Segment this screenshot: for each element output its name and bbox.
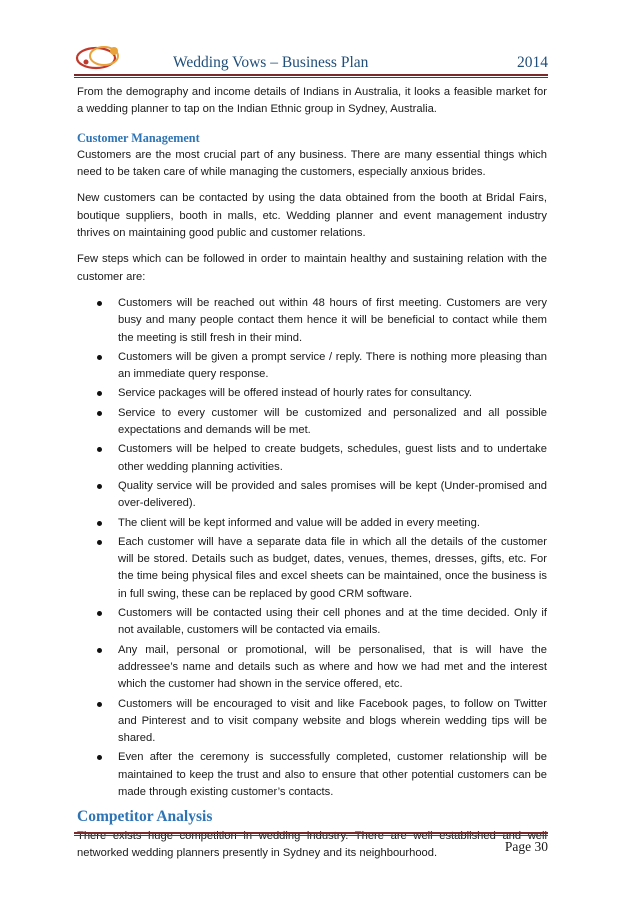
bullet-icon [97, 355, 102, 360]
customer-steps-list [77, 295, 547, 801]
list-item-text: Each customer will have a separate data file in which all the details of the customer will be stored. Details such as budget, dates, venues, themes, dresses, gifts, etc. For the time being physical files and excel sheets can be maintained, once the business is in full swing, these can be replaced by good CRM software. [118, 535, 547, 600]
list-item [77, 385, 547, 402]
list-item [77, 696, 547, 748]
page-content [77, 84, 547, 871]
list-item-text: Service packages will be offered instead of hourly rates for consultancy. [118, 387, 473, 400]
list-item-text: Any mail, personal or promotional, will be personalised, that is will have the addressee’s name and details such as where and how we had met and the interest which the customer had shown in the service offered, etc. [118, 643, 547, 691]
header-year: 2014 [517, 54, 548, 71]
bullet-icon [97, 301, 102, 306]
bullet-icon [97, 391, 102, 396]
body-paragraph: New customers can be contacted by using the data obtained from the booth at Bridal Fairs, boutique suppliers, booth in malls, etc. Wedding planner and event management industry thrives on maintaining good public and customer relations. [77, 192, 547, 240]
list-item-text: Customers will be reached out within 48 hours of first meeting. Customers are very busy and many people contact them hence it will be beneficial to contact while them the meeting is still fresh in their mind. [118, 296, 547, 344]
list-item-text: Quality service will be provided and sales promises will be kept (Under-promised and over-delivered). [118, 479, 547, 510]
footer-rule [74, 832, 548, 834]
list-item-text: Customers will be given a prompt service / reply. There is nothing more pleasing than an immediate query response. [118, 350, 547, 381]
bullet-icon [97, 755, 102, 760]
list-item [77, 749, 547, 801]
wedding-logo-icon [74, 42, 126, 72]
competitor-paragraph: networked wedding planners presently in Sydney and its neighbourhood. [77, 846, 438, 859]
page-number: Page 30 [504, 839, 548, 854]
competitor-analysis-heading: Competitor Analysis [77, 808, 213, 826]
header-title: Wedding Vows – Business Plan [173, 54, 369, 71]
intro-paragraph: From the demography and income details of Indians in Australia, it looks a feasible market for a wedding planner to tap on the Indian Ethnic group in Sydney, Australia. [77, 86, 547, 116]
list-item-text: The client will be kept informed and value will be added in every meeting. [118, 516, 480, 529]
bullet-icon [97, 411, 102, 416]
customer-management-heading: Customer Management [77, 130, 200, 145]
list-item-text: Customers will be encouraged to visit and like Facebook pages, to follow on Twitter and Pinterest and to visit company website and blogs wherein wedding tips will be shared. [118, 697, 547, 745]
bullet-icon [97, 484, 102, 489]
bullet-icon [97, 540, 102, 545]
bullet-icon [97, 521, 102, 526]
page-header [74, 38, 548, 82]
list-item [77, 478, 547, 513]
footer-rule-thin [74, 835, 548, 836]
bullet-icon [97, 447, 102, 452]
list-item [77, 605, 547, 640]
header-rule-thin [74, 77, 548, 78]
list-item-text: Service to every customer will be customized and personalized and all possible expectations and demands will be met. [118, 406, 547, 437]
list-item-text: Customers will be contacted using their cell phones and at the time decided. Only if not available, customers will be contacted via emails. [118, 607, 547, 637]
bullet-icon [97, 611, 102, 616]
bullet-icon [97, 702, 102, 707]
list-item [77, 534, 547, 603]
list-item [77, 349, 547, 384]
list-item [77, 642, 547, 694]
bullet-icon [97, 648, 102, 653]
list-item-text: Even after the ceremony is successfully completed, customer relationship will be maintained to keep the trust and also to ensure that other potential customers can be made through existing customer’s contacts. [118, 751, 547, 798]
list-item [77, 295, 547, 347]
list-item [77, 441, 547, 476]
list-item-text: Customers will be helped to create budgets, schedules, guest lists and to undertake other wedding planning activities. [118, 443, 547, 473]
header-rule [74, 74, 548, 76]
body-paragraph: Few steps which can be followed in order to maintain healthy and sustaining relation with the customer are: [77, 253, 547, 283]
list-item [77, 515, 547, 532]
body-paragraph: Customers are the most crucial part of any business. There are many essential things which need to be taken care of while managing the customers, especially anxious brides. [77, 148, 547, 179]
list-item [77, 405, 547, 440]
